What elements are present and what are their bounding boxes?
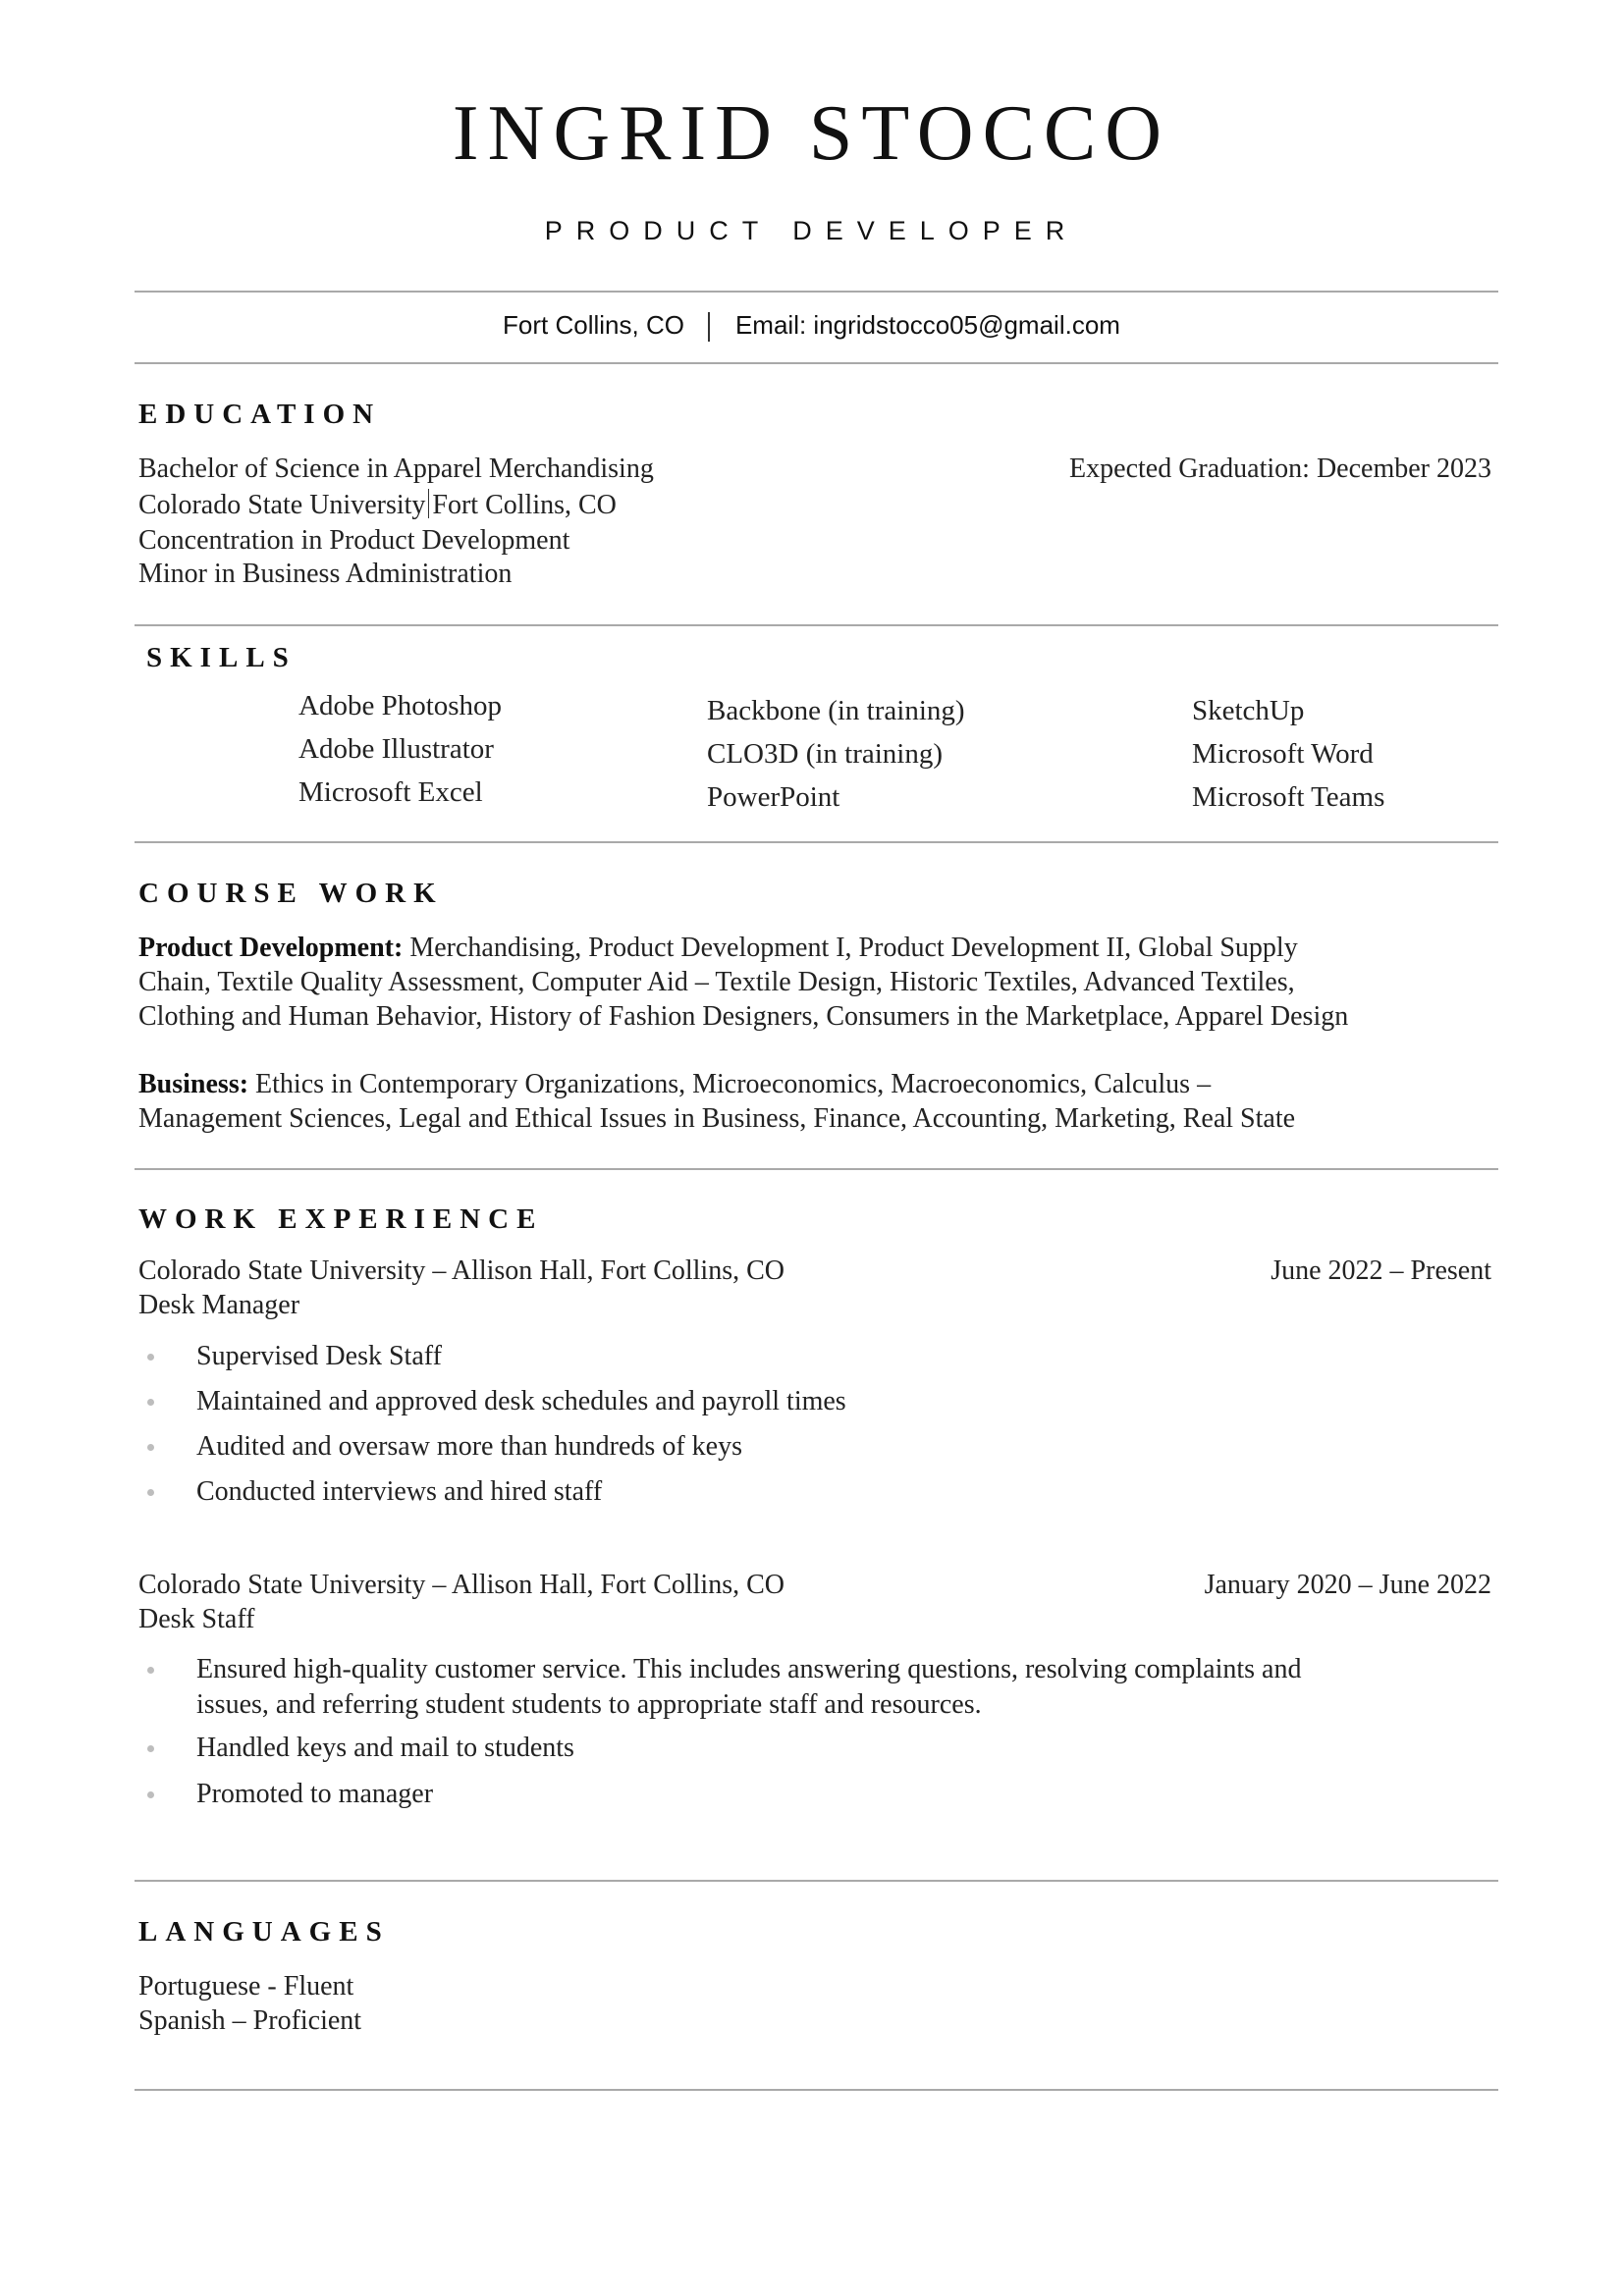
skill-item: SketchUp [1192, 695, 1305, 726]
skill-item: Microsoft Excel [298, 776, 483, 808]
contact-location: Fort Collins, CO [503, 310, 684, 340]
language-item: Portuguese - Fluent [138, 1971, 354, 2002]
school-separator [428, 489, 429, 518]
skill-item: PowerPoint [707, 781, 840, 813]
bullet-text: Handled keys and mail to students [196, 1733, 574, 1763]
contact-separator [708, 312, 710, 342]
contact-email[interactable]: Email: ingridstocco05@gmail.com [734, 310, 1120, 340]
list-item [147, 1652, 1301, 1731]
job-role: Desk Staff [138, 1604, 255, 1634]
coursework-product-text: Merchandising, Product Development I, Product Development II, Global Supply [403, 933, 1298, 963]
divider [135, 291, 1498, 293]
skills-heading: SKILLS [146, 642, 297, 673]
coursework-business-text: Ethics in Contemporary Organizations, Microeconomics, Macroeconomics, Calculus – [248, 1069, 1212, 1099]
bullet-icon [147, 1399, 154, 1406]
job-dates: June 2022 – Present [1271, 1255, 1491, 1286]
education-heading: EDUCATION [138, 399, 382, 430]
skill-item: Microsoft Teams [1192, 781, 1385, 813]
education-concentration: Concentration in Product Development [138, 525, 570, 556]
coursework-business-label: Business: [138, 1069, 249, 1099]
job-employer: Colorado State University – Allison Hall, Fort Collins, CO [138, 1570, 784, 1600]
job-dates: January 2020 – June 2022 [1204, 1570, 1491, 1600]
divider [135, 624, 1498, 626]
coursework-heading: COURSE WORK [138, 878, 444, 909]
skills-column-2 [707, 689, 965, 819]
list-item [147, 1382, 846, 1427]
job-bullets [147, 1337, 846, 1518]
bullet-icon [147, 1667, 154, 1674]
education-school-location: Fort Collins, CO [432, 490, 617, 520]
skills-column-3 [1192, 689, 1384, 819]
list-item [147, 1337, 846, 1382]
divider [135, 362, 1498, 364]
bullet-text: Ensured high-quality customer service. This includes answering questions, resolving complaints and [196, 1654, 1302, 1684]
skill-item: Adobe Illustrator [298, 733, 494, 765]
bullet-text: Promoted to manager [196, 1779, 434, 1809]
job-role: Desk Manager [138, 1290, 300, 1320]
bullet-text: Audited and oversaw more than hundreds of keys [196, 1431, 742, 1462]
education-minor: Minor in Business Administration [138, 559, 513, 589]
skill-item: CLO3D (in training) [707, 738, 944, 770]
bullet-icon [147, 1444, 154, 1451]
bullet-text: issues, and referring student students to appropriate staff and resources. [196, 1689, 982, 1720]
skill-item: Adobe Photoshop [298, 690, 503, 721]
divider [135, 2089, 1498, 2091]
bullet-icon [147, 1791, 154, 1798]
coursework-business-text: Management Sciences, Legal and Ethical Issues in Business, Finance, Accounting, Marketing, Real State [138, 1103, 1296, 1134]
list-item [147, 1731, 1301, 1777]
candidate-title: PRODUCT DEVELOPER [544, 216, 1079, 245]
divider [135, 841, 1498, 843]
list-item [147, 1427, 846, 1472]
bullet-icon [147, 1489, 154, 1496]
languages-heading: LANGUAGES [138, 1916, 390, 1948]
job-employer: Colorado State University – Allison Hall, Fort Collins, CO [138, 1255, 784, 1286]
experience-heading: WORK EXPERIENCE [138, 1203, 544, 1235]
bullet-text: Maintained and approved desk schedules and payroll times [196, 1386, 846, 1416]
bullet-text: Conducted interviews and hired staff [196, 1476, 603, 1507]
bullet-icon [147, 1354, 154, 1361]
coursework-product-label: Product Development: [138, 933, 404, 963]
language-item: Spanish – Proficient [138, 2005, 362, 2036]
list-item [147, 1777, 1301, 1823]
skills-column-1 [298, 684, 502, 814]
skill-item: Backbone (in training) [707, 695, 965, 726]
education-school: Colorado State University [138, 490, 426, 520]
divider [135, 1168, 1498, 1170]
candidate-name: INGRID STOCCO [452, 90, 1171, 177]
coursework-product-line [138, 931, 1298, 965]
education-degree: Bachelor of Science in Apparel Merchandising [138, 454, 654, 484]
contact-line [0, 308, 1623, 342]
education-graduation: Expected Graduation: December 2023 [1069, 454, 1491, 484]
list-item [147, 1472, 846, 1518]
job-bullets [147, 1652, 1301, 1823]
education-school-line [138, 488, 617, 522]
skill-item: Microsoft Word [1192, 738, 1374, 770]
coursework-product-text: Clothing and Human Behavior, History of Fashion Designers, Consumers in the Marketplace, Apparel Design [138, 1001, 1349, 1032]
coursework-product-text: Chain, Textile Quality Assessment, Computer Aid – Textile Design, Historic Textiles, Advanced Textiles, [138, 967, 1295, 997]
bullet-icon [147, 1745, 154, 1752]
coursework-business-line [138, 1067, 1211, 1101]
divider [135, 1880, 1498, 1882]
bullet-text: Supervised Desk Staff [196, 1341, 442, 1371]
